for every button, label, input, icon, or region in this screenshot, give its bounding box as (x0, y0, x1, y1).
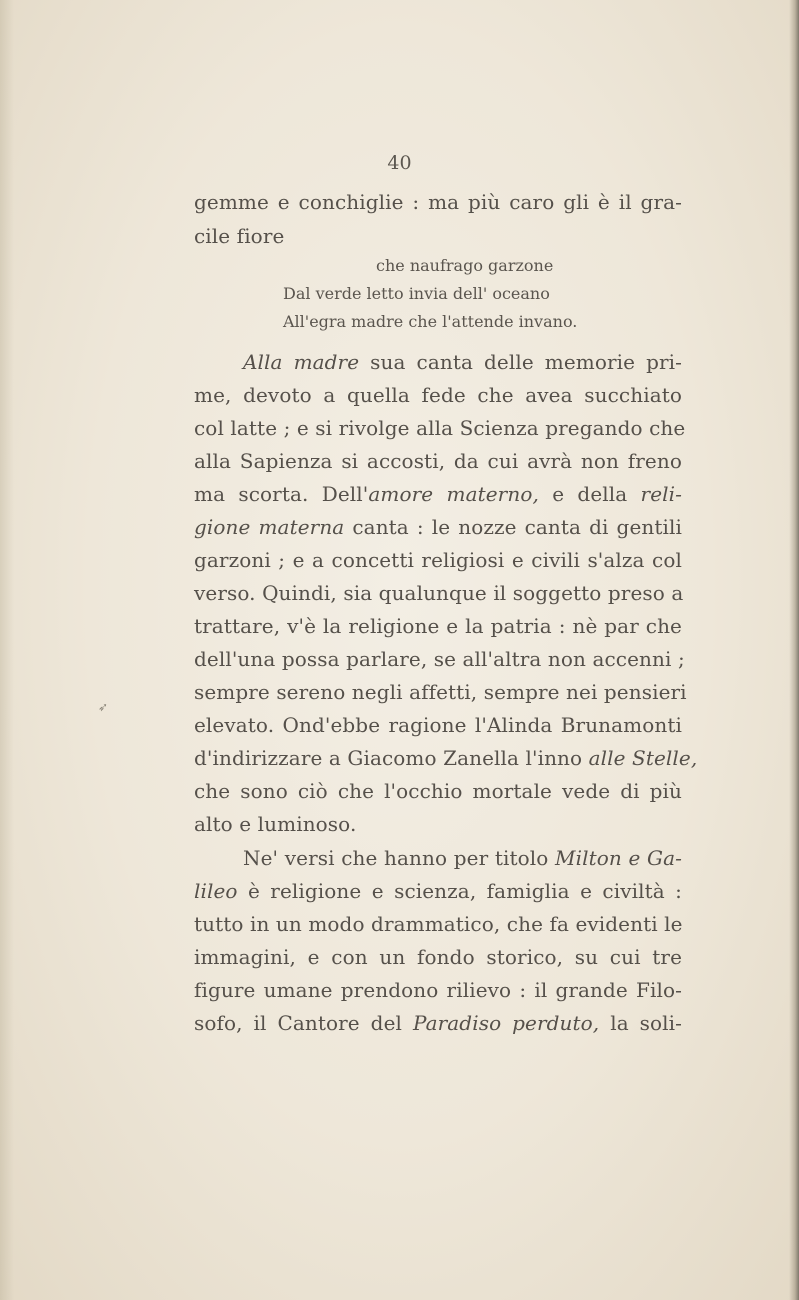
text-line (194, 614, 682, 638)
line-text: sua canta delle memorie pri- (359, 350, 682, 374)
italic-text: lileo (194, 879, 238, 903)
text-line (194, 779, 682, 803)
verse-text: che naufrago garzone (376, 256, 554, 275)
line-text: sofo, il Cantore del (194, 1011, 413, 1035)
verse-line (376, 256, 553, 276)
text-line (194, 224, 682, 248)
line-text: tutto in un modo drammatico, che fa evidenti le (194, 912, 683, 936)
line-text: col latte ; e si rivolge alla Scienza pregando che (194, 416, 686, 440)
text-line (194, 879, 682, 903)
line-text: garzoni ; e a concetti religiosi e civili s'alza col (194, 548, 682, 572)
text-line (243, 350, 682, 374)
line-text: è religione e scienza, famiglia e civiltà : (237, 879, 682, 903)
line-text: sempre sereno negli affetti, sempre nei pensieri (194, 680, 687, 704)
text-line (194, 1011, 682, 1035)
text-line (194, 482, 682, 506)
text-line (194, 945, 682, 969)
line-text: verso. Quindi, sia qualunque il soggetto preso a (194, 581, 684, 605)
line-text: cile fiore (194, 224, 285, 248)
line-text: trattare, v'è la religione e la patria : nè par che (194, 614, 682, 638)
text-line (194, 416, 686, 440)
text-line (194, 383, 682, 407)
line-text: gemme e conchiglie : ma più caro gli è il gra- (194, 190, 682, 214)
text-line (194, 190, 682, 214)
italic-text: alle Stelle, (588, 746, 698, 770)
line-text: me, devoto a quella fede che avea succhiato (194, 383, 682, 407)
page-left-shadow (0, 0, 14, 1300)
line-text: immagini, e con un fondo storico, su cui tre (194, 945, 682, 969)
line-text: alla Sapienza si accosti, da cui avrà non freno (194, 449, 682, 473)
line-text: e della (538, 482, 641, 506)
text-line (194, 912, 682, 936)
text-line (194, 713, 682, 737)
page-right-edge (789, 0, 799, 1300)
text-line (194, 978, 682, 1002)
line-text: d'indirizzare a Giacomo Zanella l'inno (194, 746, 589, 770)
line-text: Ne' versi che hanno per titolo (243, 846, 556, 870)
line-text: dell'una possa parlare, se all'altra non accenni ; (194, 647, 685, 671)
verse-line (283, 284, 550, 304)
italic-text: Alla madre (243, 350, 360, 374)
text-line (194, 515, 682, 539)
text-line (194, 581, 682, 605)
line-text: che sono ciò che l'occhio mortale vede di più (194, 779, 682, 803)
verse-text: Dal verde letto invia dell' oceano (283, 284, 550, 303)
text-line (194, 746, 698, 770)
text-line (194, 548, 682, 572)
italic-text: Milton e Ga- (555, 846, 682, 870)
verse-text: All'egra madre che l'attende invano. (283, 312, 578, 331)
italic-text: Paradiso perduto, (412, 1011, 600, 1035)
italic-text: amore materno, (368, 482, 539, 506)
line-text: elevato. Ond'ebbe ragione l'Alinda Brunamonti (194, 713, 682, 737)
italic-text: reli- (640, 482, 682, 506)
text-line (194, 680, 687, 704)
line-text: figure umane prendono rilievo : il grande Filo- (194, 978, 682, 1002)
line-text: la soli- (599, 1011, 682, 1035)
page-number: 40 (387, 152, 412, 174)
text-line (194, 647, 685, 671)
text-line (243, 846, 682, 870)
ink-mark: ➶ (98, 700, 109, 714)
line-text: ma scorta. Dell' (194, 482, 369, 506)
verse-line (283, 312, 577, 332)
line-text: canta : le nozze canta di gentili (344, 515, 682, 539)
text-line (194, 812, 682, 836)
line-text: alto e luminoso. (194, 812, 357, 836)
text-line (194, 449, 682, 473)
italic-text: gione materna (194, 515, 345, 539)
